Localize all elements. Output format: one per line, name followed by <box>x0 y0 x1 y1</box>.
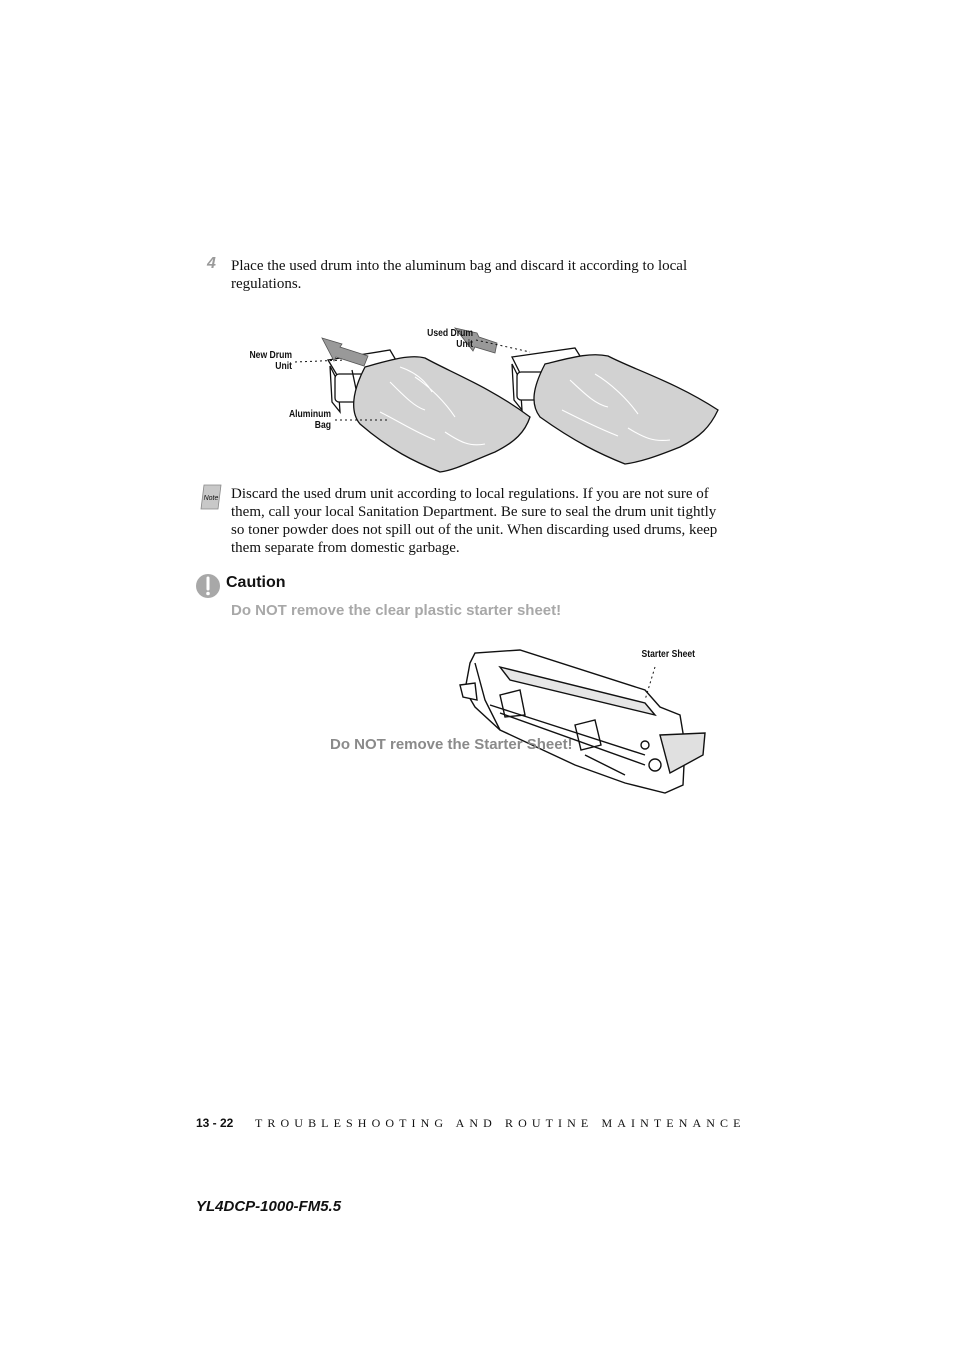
left-bag-drawing <box>354 357 530 472</box>
used-drum-label <box>393 328 473 350</box>
used-drum-label-line1: Used Drum <box>427 328 473 339</box>
step-text: Place the used drum into the aluminum bag and discard it according to local regulations. <box>231 258 688 292</box>
step-number: 4 <box>207 255 216 272</box>
new-drum-label-line2: Unit <box>275 361 292 372</box>
used-drum-label-line2: Unit <box>456 339 473 350</box>
section-title: TROUBLESHOOTING AND ROUTINE MAINTENANCE <box>255 1116 746 1130</box>
aluminum-bag-label <box>253 409 331 431</box>
page-number: 13 - 22 <box>196 1116 234 1130</box>
exclamation-icon <box>196 574 220 598</box>
new-drum-label-line1: New Drum <box>249 350 292 361</box>
starter-sheet-callout: Do NOT remove the Starter Sheet! <box>330 736 573 753</box>
drum-bag-illustration <box>240 322 730 477</box>
aluminum-bag-label-line2: Bag <box>314 420 331 431</box>
note-icon <box>200 484 222 510</box>
right-bag-drawing <box>534 355 718 464</box>
note-text: Discard the used drum unit according to local regulations. If you are not sure of them, call your local Sanitation Department. Be sure to seal the drum unit tightly so toner powder does not spill out of the unit. When discarding used drums, keep them separate from domestic garbage. <box>231 486 718 556</box>
note-icon-label: Note <box>203 495 219 502</box>
aluminum-bag-label-line1: Aluminum <box>288 409 331 420</box>
drum-bag-drawing <box>240 322 730 477</box>
starter-sheet-label: Starter Sheet <box>641 649 695 660</box>
caution-text: Do NOT remove the clear plastic starter sheet! <box>231 602 562 619</box>
document-id: YL4DCP-1000-FM5.5 <box>196 1198 342 1215</box>
starter-sheet-drawing <box>325 645 725 797</box>
caution-title: Caution <box>226 574 286 591</box>
starter-sheet-illustration <box>325 645 725 797</box>
new-drum-label <box>213 350 292 372</box>
